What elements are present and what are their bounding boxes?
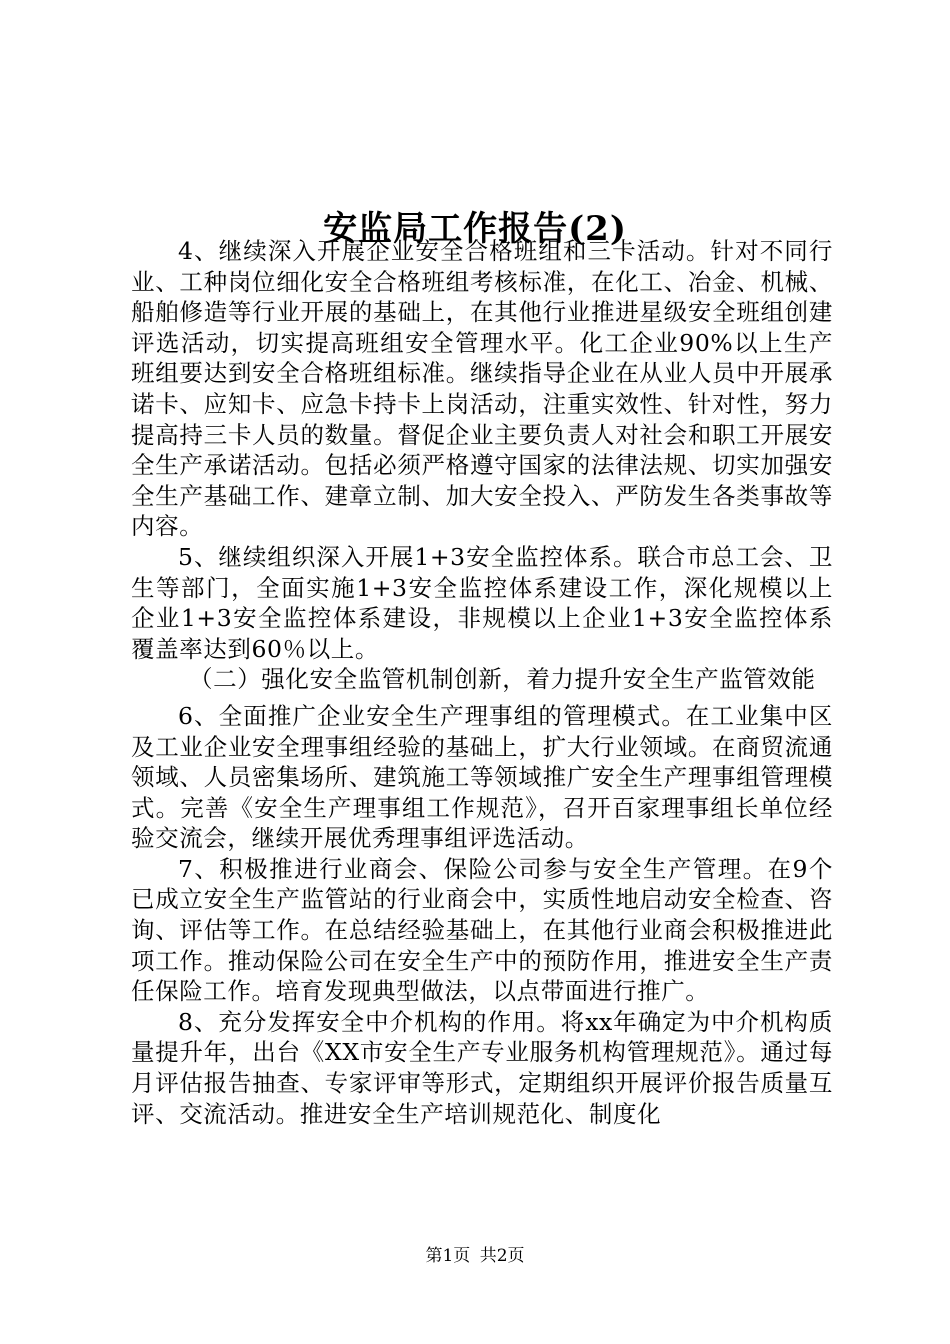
paragraph-item-6: 6、全面推广企业安全生产理事组的管理模式。在工业集中区及工业企业安全理事组经验的基础上，扩大行业领域。在商贸流通领域、人员密集场所、建筑施工等领域推广安全生产理事组管理模式。完善《安全生产理事组工作规范》，召开百家理事组长单位经验交流会，继续开展优秀理事组评选活动。 [131,701,833,853]
page-footer [0,1244,950,1268]
paragraph-item-5: 5、继续组织深入开展1+3安全监控体系。联合市总工会、卫生等部门，全面实施1+3安全监控体系建设工作，深化规模以上企业1+3安全监控体系建设，非规模以上企业1+3安全监控体系覆盖率达到60％以上。 [131,542,833,663]
paragraph-item-4: 4、继续深入开展企业安全合格班组和三卡活动。针对不同行业、工种岗位细化安全合格班组考核标准，在化工、冶金、机械、船舶修造等行业开展的基础上，在其他行业推进星级安全班组创建评选活动，切实提高班组安全管理水平。化工企业90%以上生产班组要达到安全合格班组标准。继续指导企业在从业人员中开展承诺卡、应知卡、应急卡持卡上岗活动，注重实效性、针对性，努力提高持三卡人员的数量。督促企业主要负责人对社会和职工开展安全生产承诺活动。包括必须严格遵守国家的法律法规、切实加强安全生产基础工作、建章立制、加大安全投入、严防发生各类事故等内容。 [131,237,833,541]
section-heading-2: （二）强化安全监管机制创新，着力提升安全生产监管效能 [189,665,816,694]
page-number: 第1页 [425,1246,471,1266]
paragraph-item-8: 8、充分发挥安全中介机构的作用。将xx年确定为中介机构质量提升年，出台《XX市安全生产专业服务机构管理规范》。通过每月评估报告抽查、专家评审等形式，定期组织开展评价报告质量互评、交流活动。推进安全生产培训规范化、制度化 [131,1007,833,1128]
document-body [131,236,833,1129]
document-title: 安监局工作报告(2) [323,208,627,249]
page-total: 共2页 [479,1246,525,1266]
paragraph-item-7: 7、积极推进行业商会、保险公司参与安全生产管理。在9个已成立安全生产监管站的行业商会中，实质性地启动安全检查、咨询、评估等工作。在总结经验基础上，在其他行业商会积极推进此项工作。推动保险公司在安全生产中的预防作用，推进安全生产责任保险工作。培育发现典型做法，以点带面进行推广。 [131,854,833,1006]
